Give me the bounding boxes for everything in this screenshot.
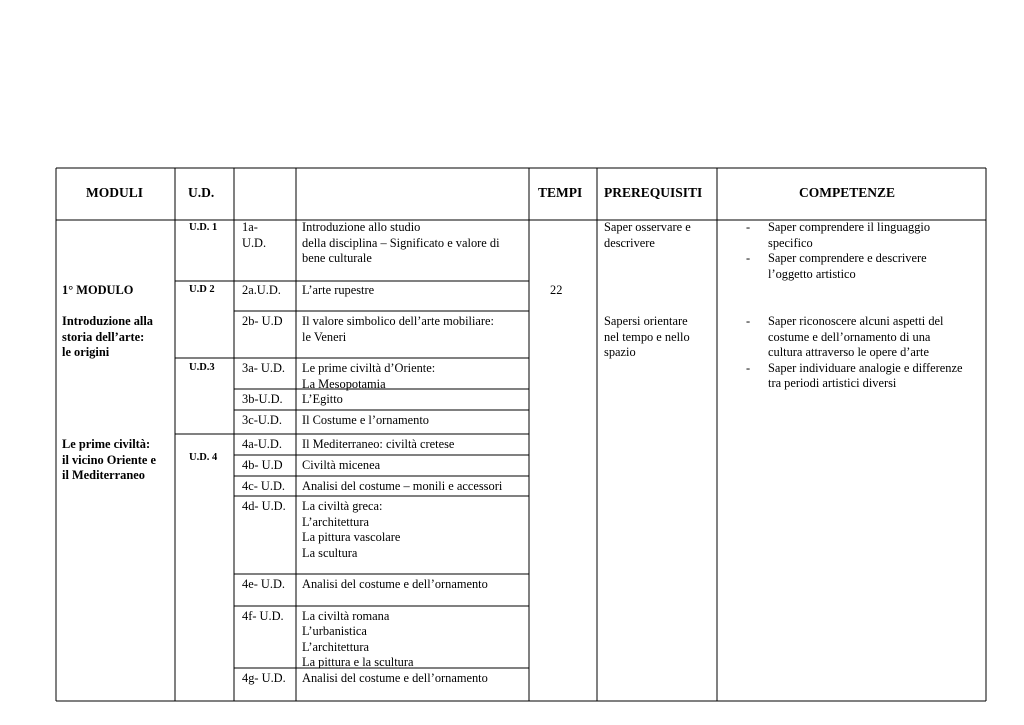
module-subtitle-1-line: Introduzione alla <box>62 314 153 328</box>
unit-code: 4a-U.D. <box>242 437 282 451</box>
prerequisite-line: Sapersi orientare <box>604 314 688 328</box>
competence-line: Saper comprendere e descrivere <box>768 251 927 265</box>
competence-bullet: - <box>746 360 751 375</box>
unit-code: 3b-U.D. <box>242 392 283 406</box>
competence-bullet: - <box>746 251 751 265</box>
unit-code: 2b- U.D <box>242 314 283 328</box>
unit-content: Analisi del costume – monili e accessori <box>302 478 503 493</box>
unit-content: Introduzione allo studio <box>302 220 421 234</box>
unit-content: La pittura vascolare <box>302 530 401 544</box>
unit-content: bene culturale <box>302 251 372 265</box>
competence-line: Saper riconoscere alcuni aspetti del <box>768 314 944 328</box>
unit-code: 4c- U.D. <box>242 478 286 493</box>
prerequisite-line: descrivere <box>604 235 655 250</box>
unit-content: L’arte rupestre <box>302 283 375 297</box>
module-subtitle-2-line: il vicino Oriente e <box>62 452 156 467</box>
competence-bullet: - <box>746 314 751 328</box>
competence-bullet: - <box>746 220 751 234</box>
unit-content: Le prime civiltà d’Oriente: <box>302 361 436 375</box>
unit-content: L’architettura <box>302 514 369 529</box>
module-subtitle-1-line: storia dell’arte: <box>62 329 145 344</box>
competence-line: l’oggetto artistico <box>768 266 856 281</box>
header-tempi: TEMPI <box>538 185 583 200</box>
tempi-value: 22 <box>550 283 563 297</box>
competence-line: Saper individuare analogie e differenze <box>768 360 963 375</box>
unit-code: U.D. <box>242 235 267 250</box>
unit-content: L’urbanistica <box>302 624 367 638</box>
module-subtitle-2-line: il Mediterraneo <box>62 468 145 482</box>
unit-content: Il valore simbolico dell’arte mobiliare: <box>302 314 494 328</box>
prerequisite-line: Saper osservare e <box>604 220 691 234</box>
unit-content: le Veneri <box>302 329 347 344</box>
competence-line: Saper comprendere il linguaggio <box>768 220 931 234</box>
module-subtitle-2-line: Le prime civiltà: <box>62 437 151 451</box>
competence-line: specifico <box>768 235 813 250</box>
ud-group-label: U.D. 1 <box>189 222 218 233</box>
unit-content: La scultura <box>302 545 358 560</box>
ud-group-label: U.D. 4 <box>189 452 218 463</box>
module-title: 1° MODULO <box>62 283 134 297</box>
unit-content: Il Mediterraneo: civiltà cretese <box>302 437 455 451</box>
unit-code: 4e- U.D. <box>242 577 286 591</box>
unit-code: 3a- U.D. <box>242 361 286 375</box>
prerequisite-line: spazio <box>604 345 636 359</box>
header-ud: U.D. <box>188 185 215 200</box>
ud-group-label: U.D.3 <box>189 362 215 373</box>
unit-content: Civiltà micenea <box>302 458 381 472</box>
unit-content: La civiltà romana <box>302 608 390 623</box>
competence-line: costume e dell’ornamento di una <box>768 329 931 344</box>
unit-content: Il Costume e l’ornamento <box>302 413 429 427</box>
unit-code: 4d- U.D. <box>242 499 286 513</box>
unit-content: La Mesopotamia <box>302 376 386 391</box>
unit-content: L’Egitto <box>302 392 343 406</box>
unit-code: 1a- <box>242 220 258 234</box>
unit-content: La pittura e la scultura <box>302 655 414 669</box>
ud-group-label: U.D 2 <box>189 284 215 295</box>
unit-content: Analisi del costume e dell’ornamento <box>302 671 488 685</box>
prerequisite-line: nel tempo e nello <box>604 329 690 344</box>
header-competenze: COMPETENZE <box>799 185 896 200</box>
unit-content: L’architettura <box>302 639 369 654</box>
unit-code: 2a.U.D. <box>242 283 281 297</box>
competence-line: tra periodi artistici diversi <box>768 376 897 390</box>
unit-content: Analisi del costume e dell’ornamento <box>302 577 488 591</box>
module-subtitle-1-line: le origini <box>62 345 110 359</box>
header-prerequisiti: PREREQUISITI <box>604 185 703 200</box>
unit-code: 4f- U.D. <box>242 608 284 623</box>
unit-content: della disciplina – Significato e valore di <box>302 235 500 250</box>
unit-code: 4b- U.D <box>242 458 283 472</box>
unit-code: 4g- U.D. <box>242 671 286 685</box>
header-moduli: MODULI <box>86 185 143 200</box>
competence-line: cultura attraverso le opere d’arte <box>768 345 929 359</box>
unit-content: La civiltà greca: <box>302 499 383 513</box>
unit-code: 3c-U.D. <box>242 413 282 427</box>
